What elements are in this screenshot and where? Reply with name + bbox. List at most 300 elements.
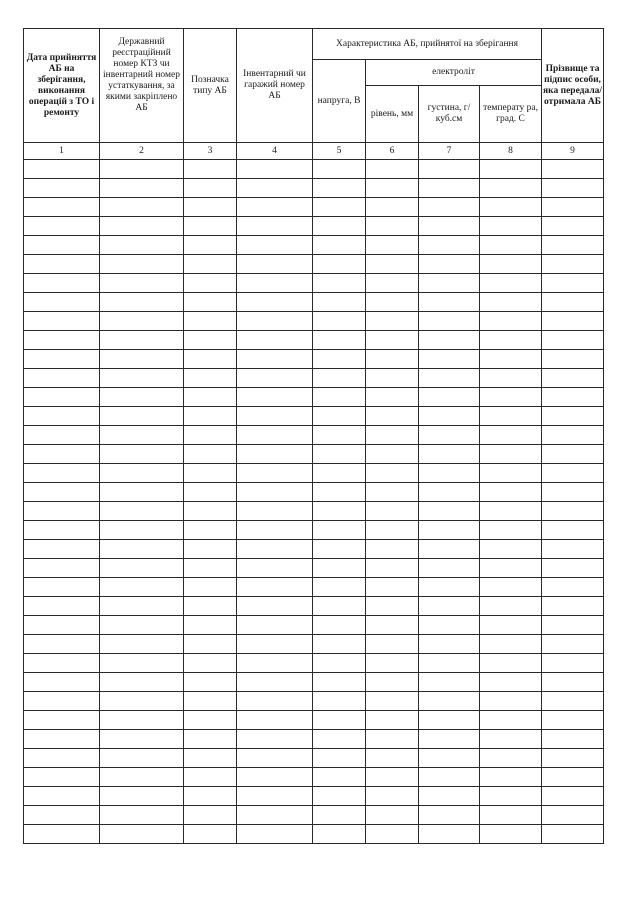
table-cell[interactable] (100, 160, 184, 179)
table-cell[interactable] (419, 312, 480, 331)
table-cell[interactable] (24, 559, 100, 578)
table-cell[interactable] (24, 445, 100, 464)
table-cell[interactable] (366, 597, 419, 616)
table-cell[interactable] (542, 692, 604, 711)
table-cell[interactable] (184, 635, 237, 654)
table-cell[interactable] (184, 578, 237, 597)
table-cell[interactable] (24, 331, 100, 350)
table-cell[interactable] (542, 445, 604, 464)
table-cell[interactable] (542, 711, 604, 730)
table-cell[interactable] (184, 350, 237, 369)
table-cell[interactable] (419, 198, 480, 217)
table-cell[interactable] (480, 426, 542, 445)
table-cell[interactable] (366, 407, 419, 426)
table-cell[interactable] (366, 236, 419, 255)
table-cell[interactable] (237, 255, 313, 274)
table-cell[interactable] (24, 806, 100, 825)
table-cell[interactable] (419, 597, 480, 616)
table-cell[interactable] (419, 369, 480, 388)
table-cell[interactable] (100, 825, 184, 844)
table-cell[interactable] (480, 654, 542, 673)
table-cell[interactable] (480, 160, 542, 179)
table-cell[interactable] (24, 616, 100, 635)
table-cell[interactable] (237, 350, 313, 369)
table-cell[interactable] (100, 768, 184, 787)
table-cell[interactable] (237, 407, 313, 426)
table-cell[interactable] (542, 578, 604, 597)
table-cell[interactable] (419, 255, 480, 274)
table-cell[interactable] (480, 350, 542, 369)
table-cell[interactable] (100, 540, 184, 559)
table-cell[interactable] (24, 635, 100, 654)
table-cell[interactable] (542, 369, 604, 388)
table-cell[interactable] (313, 464, 366, 483)
table-cell[interactable] (366, 198, 419, 217)
table-cell[interactable] (24, 407, 100, 426)
table-cell[interactable] (313, 198, 366, 217)
table-cell[interactable] (366, 730, 419, 749)
table-cell[interactable] (480, 616, 542, 635)
table-cell[interactable] (24, 825, 100, 844)
table-cell[interactable] (100, 521, 184, 540)
table-cell[interactable] (313, 312, 366, 331)
table-cell[interactable] (480, 179, 542, 198)
table-cell[interactable] (419, 464, 480, 483)
table-cell[interactable] (480, 293, 542, 312)
table-cell[interactable] (419, 426, 480, 445)
table-cell[interactable] (366, 616, 419, 635)
table-cell[interactable] (313, 730, 366, 749)
table-cell[interactable] (542, 597, 604, 616)
table-cell[interactable] (480, 521, 542, 540)
table-cell[interactable] (184, 217, 237, 236)
table-cell[interactable] (480, 369, 542, 388)
table-cell[interactable] (542, 749, 604, 768)
table-cell[interactable] (237, 673, 313, 692)
table-cell[interactable] (366, 160, 419, 179)
table-cell[interactable] (184, 692, 237, 711)
table-cell[interactable] (100, 749, 184, 768)
table-cell[interactable] (366, 445, 419, 464)
table-cell[interactable] (100, 673, 184, 692)
table-cell[interactable] (100, 217, 184, 236)
table-cell[interactable] (419, 350, 480, 369)
table-cell[interactable] (237, 559, 313, 578)
table-cell[interactable] (366, 749, 419, 768)
table-cell[interactable] (419, 559, 480, 578)
table-cell[interactable] (184, 559, 237, 578)
table-cell[interactable] (480, 540, 542, 559)
table-cell[interactable] (237, 749, 313, 768)
table-cell[interactable] (24, 711, 100, 730)
table-cell[interactable] (313, 711, 366, 730)
table-cell[interactable] (313, 540, 366, 559)
table-cell[interactable] (24, 597, 100, 616)
table-cell[interactable] (419, 749, 480, 768)
table-cell[interactable] (480, 559, 542, 578)
table-cell[interactable] (480, 407, 542, 426)
table-cell[interactable] (184, 388, 237, 407)
table-cell[interactable] (100, 179, 184, 198)
table-cell[interactable] (542, 407, 604, 426)
table-cell[interactable] (100, 692, 184, 711)
table-cell[interactable] (24, 730, 100, 749)
table-cell[interactable] (100, 274, 184, 293)
table-cell[interactable] (184, 711, 237, 730)
table-cell[interactable] (313, 654, 366, 673)
table-cell[interactable] (24, 540, 100, 559)
table-cell[interactable] (366, 673, 419, 692)
table-cell[interactable] (100, 350, 184, 369)
table-cell[interactable] (237, 654, 313, 673)
table-cell[interactable] (100, 312, 184, 331)
table-cell[interactable] (24, 255, 100, 274)
table-cell[interactable] (313, 407, 366, 426)
table-cell[interactable] (24, 388, 100, 407)
table-cell[interactable] (480, 236, 542, 255)
table-cell[interactable] (419, 673, 480, 692)
table-cell[interactable] (313, 521, 366, 540)
table-cell[interactable] (237, 730, 313, 749)
table-cell[interactable] (24, 692, 100, 711)
table-cell[interactable] (480, 274, 542, 293)
table-cell[interactable] (100, 293, 184, 312)
table-cell[interactable] (419, 616, 480, 635)
table-cell[interactable] (237, 293, 313, 312)
table-cell[interactable] (100, 388, 184, 407)
table-cell[interactable] (313, 445, 366, 464)
table-cell[interactable] (366, 502, 419, 521)
table-cell[interactable] (24, 236, 100, 255)
table-cell[interactable] (542, 179, 604, 198)
table-cell[interactable] (237, 445, 313, 464)
table-cell[interactable] (184, 787, 237, 806)
table-cell[interactable] (313, 350, 366, 369)
table-cell[interactable] (237, 464, 313, 483)
table-cell[interactable] (366, 217, 419, 236)
table-cell[interactable] (24, 673, 100, 692)
table-cell[interactable] (184, 654, 237, 673)
table-cell[interactable] (313, 274, 366, 293)
table-cell[interactable] (237, 578, 313, 597)
table-cell[interactable] (313, 426, 366, 445)
table-cell[interactable] (542, 768, 604, 787)
table-cell[interactable] (480, 445, 542, 464)
table-cell[interactable] (419, 730, 480, 749)
table-cell[interactable] (313, 692, 366, 711)
table-cell[interactable] (419, 711, 480, 730)
table-cell[interactable] (366, 369, 419, 388)
table-cell[interactable] (24, 198, 100, 217)
table-cell[interactable] (419, 540, 480, 559)
table-cell[interactable] (100, 255, 184, 274)
table-cell[interactable] (366, 768, 419, 787)
table-cell[interactable] (184, 255, 237, 274)
table-cell[interactable] (419, 179, 480, 198)
table-cell[interactable] (24, 749, 100, 768)
table-cell[interactable] (419, 578, 480, 597)
table-cell[interactable] (366, 654, 419, 673)
table-cell[interactable] (237, 331, 313, 350)
table-cell[interactable] (480, 730, 542, 749)
table-cell[interactable] (542, 255, 604, 274)
table-cell[interactable] (480, 711, 542, 730)
table-cell[interactable] (237, 825, 313, 844)
table-cell[interactable] (184, 198, 237, 217)
table-cell[interactable] (313, 616, 366, 635)
table-cell[interactable] (480, 749, 542, 768)
table-cell[interactable] (480, 255, 542, 274)
table-cell[interactable] (184, 160, 237, 179)
table-cell[interactable] (313, 293, 366, 312)
table-cell[interactable] (100, 711, 184, 730)
table-cell[interactable] (24, 179, 100, 198)
table-cell[interactable] (100, 597, 184, 616)
table-cell[interactable] (100, 198, 184, 217)
table-cell[interactable] (184, 464, 237, 483)
table-cell[interactable] (313, 217, 366, 236)
table-cell[interactable] (480, 825, 542, 844)
table-cell[interactable] (24, 787, 100, 806)
table-cell[interactable] (184, 768, 237, 787)
table-cell[interactable] (419, 483, 480, 502)
table-cell[interactable] (100, 426, 184, 445)
table-cell[interactable] (366, 179, 419, 198)
table-cell[interactable] (419, 331, 480, 350)
table-cell[interactable] (480, 502, 542, 521)
table-cell[interactable] (542, 331, 604, 350)
table-cell[interactable] (184, 179, 237, 198)
table-cell[interactable] (237, 160, 313, 179)
table-cell[interactable] (24, 369, 100, 388)
table-cell[interactable] (366, 350, 419, 369)
table-cell[interactable] (100, 730, 184, 749)
table-cell[interactable] (184, 274, 237, 293)
table-cell[interactable] (366, 521, 419, 540)
table-cell[interactable] (366, 293, 419, 312)
table-cell[interactable] (237, 597, 313, 616)
table-cell[interactable] (237, 274, 313, 293)
table-cell[interactable] (184, 540, 237, 559)
table-cell[interactable] (542, 730, 604, 749)
table-cell[interactable] (184, 825, 237, 844)
table-cell[interactable] (542, 293, 604, 312)
table-cell[interactable] (100, 502, 184, 521)
table-cell[interactable] (313, 749, 366, 768)
table-cell[interactable] (184, 597, 237, 616)
table-cell[interactable] (100, 654, 184, 673)
table-cell[interactable] (542, 198, 604, 217)
table-cell[interactable] (419, 825, 480, 844)
table-cell[interactable] (366, 825, 419, 844)
table-cell[interactable] (419, 293, 480, 312)
table-cell[interactable] (100, 483, 184, 502)
table-cell[interactable] (542, 388, 604, 407)
table-cell[interactable] (366, 540, 419, 559)
table-cell[interactable] (313, 388, 366, 407)
table-cell[interactable] (542, 502, 604, 521)
table-cell[interactable] (313, 787, 366, 806)
table-cell[interactable] (24, 521, 100, 540)
table-cell[interactable] (542, 160, 604, 179)
table-cell[interactable] (419, 654, 480, 673)
table-cell[interactable] (313, 806, 366, 825)
table-cell[interactable] (542, 616, 604, 635)
table-cell[interactable] (313, 559, 366, 578)
table-cell[interactable] (24, 654, 100, 673)
table-cell[interactable] (237, 540, 313, 559)
table-cell[interactable] (366, 635, 419, 654)
table-cell[interactable] (313, 673, 366, 692)
table-cell[interactable] (184, 407, 237, 426)
table-cell[interactable] (237, 217, 313, 236)
table-cell[interactable] (24, 312, 100, 331)
table-cell[interactable] (366, 483, 419, 502)
table-cell[interactable] (184, 369, 237, 388)
table-cell[interactable] (24, 502, 100, 521)
table-cell[interactable] (313, 369, 366, 388)
table-cell[interactable] (237, 787, 313, 806)
table-cell[interactable] (237, 768, 313, 787)
table-cell[interactable] (542, 559, 604, 578)
table-cell[interactable] (542, 654, 604, 673)
table-cell[interactable] (100, 407, 184, 426)
table-cell[interactable] (100, 787, 184, 806)
table-cell[interactable] (184, 483, 237, 502)
table-cell[interactable] (313, 768, 366, 787)
table-cell[interactable] (542, 483, 604, 502)
table-cell[interactable] (313, 236, 366, 255)
table-cell[interactable] (366, 711, 419, 730)
table-cell[interactable] (100, 806, 184, 825)
table-cell[interactable] (237, 502, 313, 521)
table-cell[interactable] (24, 464, 100, 483)
table-cell[interactable] (100, 635, 184, 654)
table-cell[interactable] (237, 711, 313, 730)
table-cell[interactable] (542, 350, 604, 369)
table-cell[interactable] (366, 787, 419, 806)
table-cell[interactable] (480, 768, 542, 787)
table-cell[interactable] (237, 635, 313, 654)
table-cell[interactable] (366, 274, 419, 293)
table-cell[interactable] (24, 274, 100, 293)
table-cell[interactable] (480, 787, 542, 806)
table-cell[interactable] (480, 312, 542, 331)
table-cell[interactable] (542, 236, 604, 255)
table-cell[interactable] (480, 578, 542, 597)
table-cell[interactable] (366, 312, 419, 331)
table-cell[interactable] (237, 483, 313, 502)
table-cell[interactable] (313, 255, 366, 274)
table-cell[interactable] (237, 388, 313, 407)
table-cell[interactable] (366, 464, 419, 483)
table-cell[interactable] (184, 673, 237, 692)
table-cell[interactable] (542, 464, 604, 483)
table-cell[interactable] (184, 426, 237, 445)
table-cell[interactable] (542, 540, 604, 559)
table-cell[interactable] (24, 350, 100, 369)
table-cell[interactable] (24, 768, 100, 787)
table-cell[interactable] (542, 806, 604, 825)
table-cell[interactable] (313, 502, 366, 521)
table-cell[interactable] (184, 616, 237, 635)
table-cell[interactable] (313, 578, 366, 597)
table-cell[interactable] (480, 692, 542, 711)
table-cell[interactable] (480, 217, 542, 236)
table-cell[interactable] (542, 312, 604, 331)
table-cell[interactable] (366, 578, 419, 597)
table-cell[interactable] (480, 806, 542, 825)
table-cell[interactable] (313, 483, 366, 502)
table-cell[interactable] (184, 730, 237, 749)
table-cell[interactable] (419, 692, 480, 711)
table-cell[interactable] (237, 692, 313, 711)
table-cell[interactable] (313, 160, 366, 179)
table-cell[interactable] (480, 635, 542, 654)
table-cell[interactable] (24, 578, 100, 597)
table-cell[interactable] (419, 806, 480, 825)
table-cell[interactable] (184, 749, 237, 768)
table-cell[interactable] (542, 274, 604, 293)
table-cell[interactable] (313, 825, 366, 844)
table-cell[interactable] (24, 217, 100, 236)
table-cell[interactable] (542, 673, 604, 692)
table-cell[interactable] (100, 236, 184, 255)
table-cell[interactable] (237, 426, 313, 445)
table-cell[interactable] (100, 369, 184, 388)
table-cell[interactable] (542, 787, 604, 806)
table-cell[interactable] (366, 692, 419, 711)
table-cell[interactable] (313, 179, 366, 198)
table-cell[interactable] (419, 407, 480, 426)
table-cell[interactable] (24, 160, 100, 179)
table-cell[interactable] (100, 464, 184, 483)
table-cell[interactable] (419, 274, 480, 293)
table-cell[interactable] (184, 521, 237, 540)
table-cell[interactable] (184, 331, 237, 350)
table-cell[interactable] (419, 502, 480, 521)
table-cell[interactable] (366, 426, 419, 445)
table-cell[interactable] (419, 787, 480, 806)
table-cell[interactable] (237, 179, 313, 198)
table-cell[interactable] (100, 331, 184, 350)
table-cell[interactable] (366, 255, 419, 274)
table-cell[interactable] (419, 388, 480, 407)
table-cell[interactable] (237, 198, 313, 217)
table-cell[interactable] (419, 768, 480, 787)
table-cell[interactable] (184, 236, 237, 255)
table-cell[interactable] (480, 597, 542, 616)
table-cell[interactable] (366, 559, 419, 578)
table-cell[interactable] (419, 217, 480, 236)
table-cell[interactable] (184, 293, 237, 312)
table-cell[interactable] (184, 806, 237, 825)
table-cell[interactable] (480, 464, 542, 483)
table-cell[interactable] (419, 236, 480, 255)
table-cell[interactable] (100, 578, 184, 597)
table-cell[interactable] (24, 483, 100, 502)
table-cell[interactable] (237, 521, 313, 540)
table-cell[interactable] (237, 806, 313, 825)
table-cell[interactable] (366, 806, 419, 825)
table-cell[interactable] (542, 217, 604, 236)
table-cell[interactable] (366, 331, 419, 350)
table-cell[interactable] (542, 825, 604, 844)
table-cell[interactable] (542, 521, 604, 540)
table-cell[interactable] (24, 426, 100, 445)
table-cell[interactable] (184, 312, 237, 331)
table-cell[interactable] (313, 597, 366, 616)
